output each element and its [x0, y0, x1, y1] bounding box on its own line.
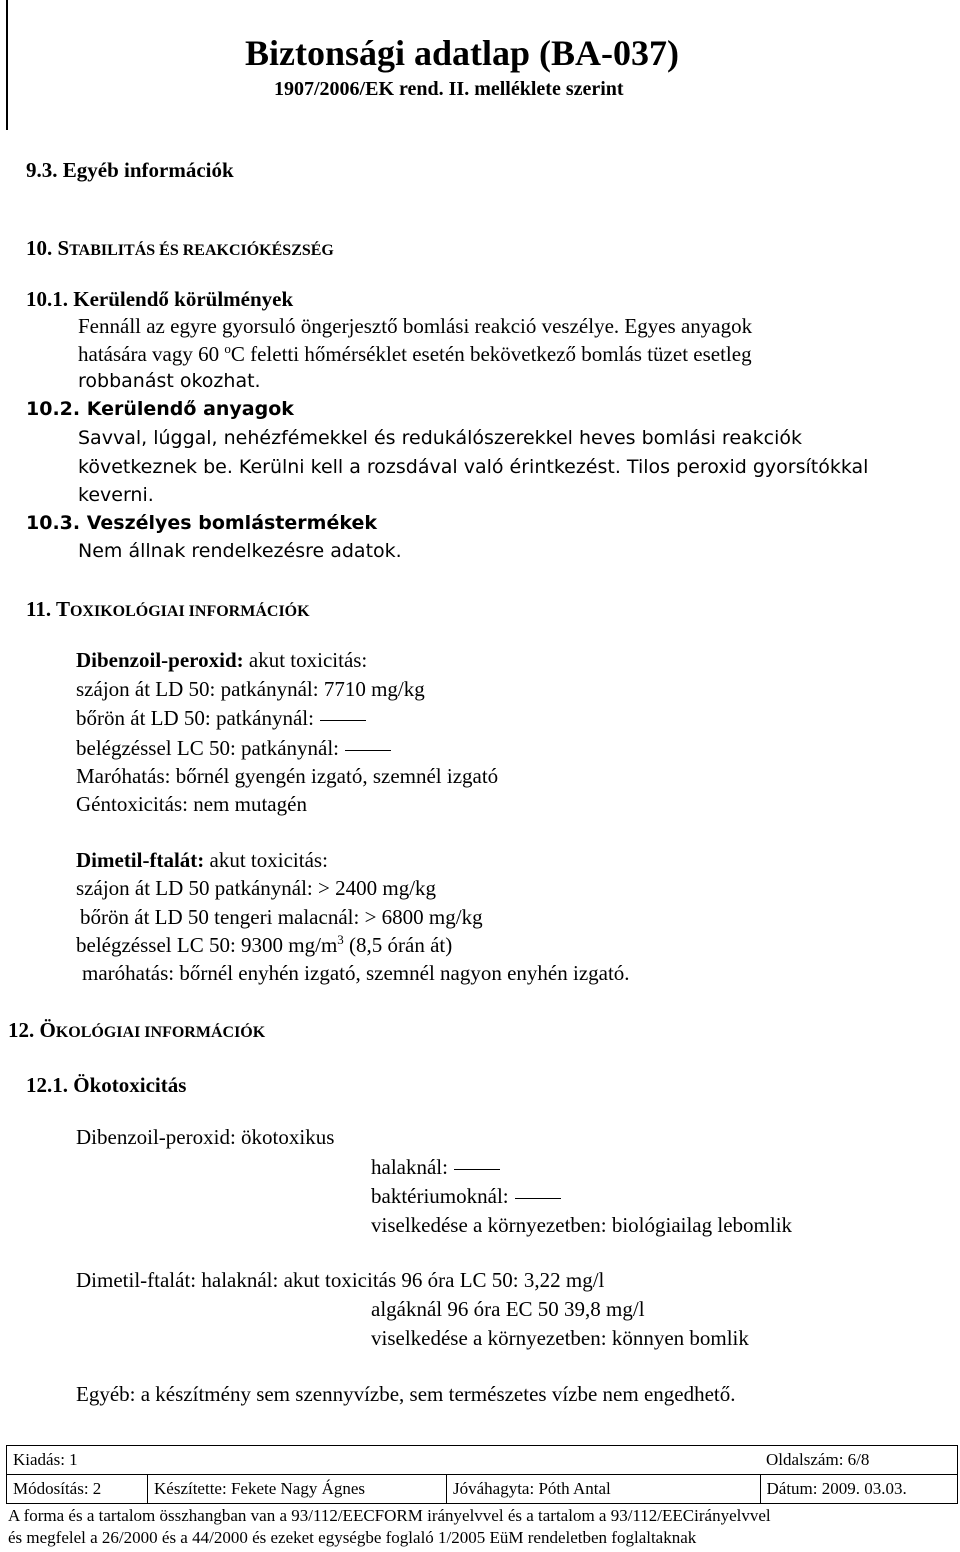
dimetil-tox-label: akut toxicitás:	[204, 848, 328, 872]
section-9-3-heading: 9.3. Egyéb információk	[26, 158, 234, 182]
footer-table	[6, 1445, 958, 1504]
dimetil-tox-line: bőrön át LD 50 tengeri malacnál: > 6800 mg/kg	[80, 905, 483, 929]
dimetil-name: Dimetil-ftalát:	[76, 848, 205, 872]
dimetil-tox-line	[76, 933, 452, 958]
document-subtitle: 1907/2006/EK rend. II. melléklete szerint	[274, 78, 624, 100]
footer-row	[7, 1475, 958, 1504]
section-11-title-rest: OXIKOLÓGIAI INFORMÁCIÓK	[69, 603, 310, 620]
footer-modositas: Módosítás: 2	[7, 1475, 148, 1504]
dibenzoil-eco-line: Dibenzoil-peroxid: ökotoxikus	[76, 1125, 335, 1149]
dibenzoil-name: Dibenzoil-peroxid:	[76, 648, 244, 672]
section-10-title-initial: S	[57, 236, 70, 260]
header-left-rule	[6, 0, 8, 130]
section-10-1-line: robbanást okozhat.	[78, 370, 261, 392]
dimetil-tox-line-text: (8,5 órán át)	[343, 933, 453, 957]
footer-keszitette: Készítette: Fekete Nagy Ágnes	[148, 1475, 447, 1504]
dibenzoil-tox-line	[76, 706, 366, 731]
dimetil-eco-line: Dimetil-ftalát: halaknál: akut toxicitás 96 óra LC 50: 3,22 mg/l	[76, 1268, 605, 1292]
cubic-superscript: 3	[337, 932, 344, 947]
dibenzoil-tox-line: szájon át LD 50: patkánynál: 7710 mg/kg	[76, 677, 425, 701]
dibenzoil-tox-heading	[76, 648, 367, 673]
dimetil-tox-heading	[76, 848, 328, 873]
footer-datum: Dátum: 2009. 03.03.	[760, 1475, 958, 1504]
section-11-heading	[26, 597, 310, 622]
section-11-number: 11.	[26, 597, 56, 621]
document-title: Biztonsági adatlap (BA-037)	[245, 33, 680, 73]
section-12-1-heading: 12.1. Ökotoxicitás	[26, 1073, 187, 1097]
dibenzoil-tox-label: akut toxicitás:	[243, 648, 368, 672]
dibenzoil-tox-line: Géntoxicitás: nem mutagén	[76, 792, 307, 816]
no-data-dash	[320, 720, 366, 721]
section-12-title-rest: KOLÓGIAI INFORMÁCIÓK	[55, 1024, 266, 1041]
dibenzoil-tox-line: Maróhatás: bőrnél gyengén izgató, szemnél izgató	[76, 764, 499, 788]
dibenzoil-eco-item-text: baktériumoknál:	[371, 1184, 509, 1208]
section-11-title-initial: T	[55, 597, 70, 621]
dibenzoil-eco-item	[371, 1155, 500, 1180]
section-10-heading	[26, 236, 334, 261]
degree-superscript: o	[224, 341, 231, 356]
no-data-dash	[454, 1169, 500, 1170]
dimetil-tox-line: maróhatás: bőrnél enyhén izgató, szemnél nagyon enyhén izgató.	[82, 961, 630, 985]
footer-oldalszam: Oldalszám: 6/8	[760, 1446, 958, 1475]
footer-note-line: A forma és a tartalom összhangban van a 93/112/EECFORM irányelvvel és a tartalom a 93/112/EECirányelvvel	[8, 1506, 771, 1525]
footer-jovahagyta: Jóváhagyta: Póth Antal	[447, 1475, 761, 1504]
dimetil-tox-line: szájon át LD 50 patkánynál: > 2400 mg/kg	[76, 876, 437, 900]
section-10-1-line-part: hatására vagy 60	[78, 342, 225, 366]
section-10-2-line: Savval, lúggal, nehézfémekkel és redukálószerekkel heves bomlási reakciók	[78, 427, 803, 449]
no-data-dash	[515, 1198, 561, 1199]
section-10-title-rest: TABILITÁS ÉS REAKCIÓKÉSZSÉG	[69, 242, 334, 259]
section-10-number: 10.	[26, 236, 58, 260]
other-info-line: Egyéb: a készítmény sem szennyvízbe, sem természetes vízbe nem engedhető.	[76, 1382, 736, 1406]
dibenzoil-eco-item: viselkedése a környezetben: biológiailag lebomlik	[371, 1213, 793, 1237]
section-10-2-line: keverni.	[78, 484, 154, 506]
dibenzoil-tox-line	[76, 736, 391, 761]
section-10-1-heading: 10.1. Kerülendő körülmények	[26, 287, 294, 311]
footer-row	[7, 1446, 958, 1475]
section-10-3-text: Nem állnak rendelkezésre adatok.	[78, 540, 402, 562]
section-10-1-line: Fennáll az egyre gyorsuló öngerjesztő bomlási reakció veszélye. Egyes anyagok	[78, 314, 753, 338]
section-10-2-heading: 10.2. Kerülendő anyagok	[26, 398, 294, 420]
no-data-dash	[345, 750, 391, 751]
section-12-number: 12. Ö	[8, 1018, 56, 1042]
dibenzoil-eco-item	[371, 1184, 561, 1209]
section-10-3-heading: 10.3. Veszélyes bomlástermékek	[26, 512, 377, 534]
section-10-1-line	[78, 342, 752, 367]
section-12-heading	[8, 1018, 265, 1043]
dimetil-eco-item: algáknál 96 óra EC 50 39,8 mg/l	[371, 1297, 645, 1321]
dimetil-eco-item: viselkedése a környezetben: könnyen bomlik	[371, 1326, 749, 1350]
section-10-2-line: következnek be. Kerülni kell a rozsdával való érintkezést. Tilos peroxid gyorsítókkal	[78, 456, 869, 478]
footer-note-line: és megfelel a 26/2000 és a 44/2000 és ezeket egységbe foglaló 1/2005 EüM rendeletben foglaltaknak	[8, 1528, 697, 1547]
dimetil-tox-line-text: belégzéssel LC 50: 9300 mg/m	[76, 933, 338, 957]
section-10-1-line-part: C feletti hőmérséklet esetén bekövetkező bomlás tüzet esetleg	[230, 342, 752, 366]
dibenzoil-tox-line-text: bőrön át LD 50: patkánynál:	[76, 706, 314, 730]
dibenzoil-eco-item-text: halaknál:	[371, 1155, 448, 1179]
footer-kiadas: Kiadás: 1	[7, 1446, 761, 1475]
dibenzoil-tox-line-text: belégzéssel LC 50: patkánynál:	[76, 736, 340, 760]
